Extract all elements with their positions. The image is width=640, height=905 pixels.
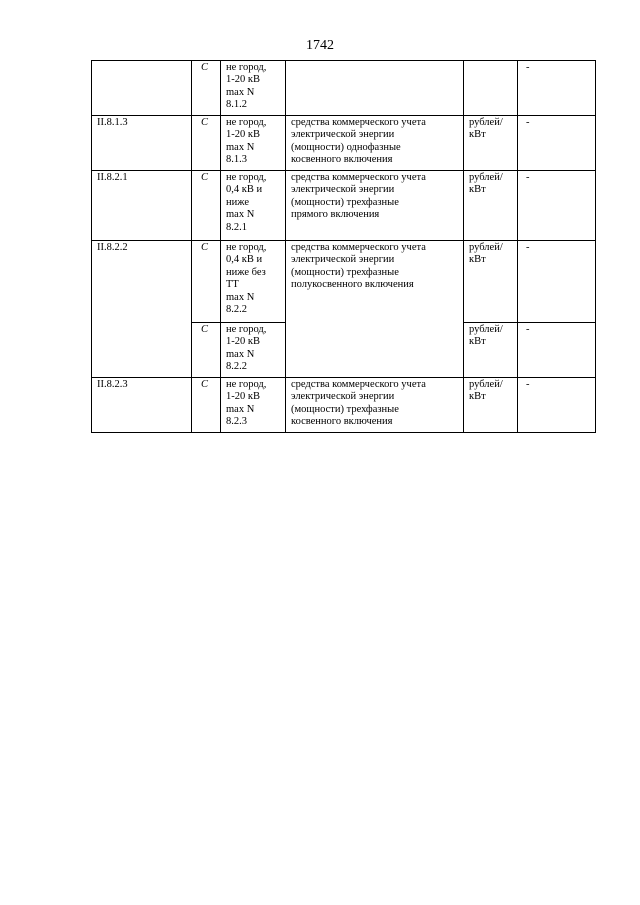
condition-line: 1-20 кВ	[226, 74, 260, 86]
description-line: (мощности) трехфазные	[291, 196, 399, 208]
condition-line: 1-20 кВ	[226, 391, 260, 403]
value-cell: -	[518, 323, 596, 378]
description-line: средства коммерческого учета	[291, 117, 426, 128]
value-cell: -	[518, 378, 596, 433]
value-cell: -	[518, 241, 596, 323]
description-line: электрической энергии	[291, 254, 395, 266]
table-row	[92, 61, 596, 116]
description-cell	[286, 378, 464, 433]
condition-cell	[221, 241, 286, 323]
value-cell: -	[518, 171, 596, 241]
unit-line: кВт	[469, 254, 486, 266]
condition-line: 0,4 кВ и	[226, 184, 263, 196]
description-line: косвенного включения	[291, 154, 393, 166]
unit-line: рублей/	[469, 324, 503, 335]
unit-line: кВт	[469, 184, 486, 196]
category-cell: С	[192, 61, 221, 116]
condition-line: 1-20 кВ	[226, 129, 260, 141]
unit-line: рублей/	[469, 172, 503, 183]
value-cell: -	[518, 61, 596, 116]
condition-line: 8.2.2	[226, 361, 247, 373]
description-line: электрической энергии	[291, 129, 395, 141]
description-line: (мощности) трехфазные	[291, 403, 399, 415]
unit-line: кВт	[469, 391, 486, 403]
condition-cell	[221, 323, 286, 378]
condition-line: 1-20 кВ	[226, 336, 260, 348]
description-line: электрической энергии	[291, 184, 395, 196]
value-cell: -	[518, 116, 596, 171]
condition-line: 8.2.3	[226, 416, 247, 428]
condition-line: не город,	[226, 172, 267, 183]
code-cell	[92, 61, 192, 116]
table-row	[92, 116, 596, 171]
condition-line: не город,	[226, 379, 267, 390]
condition-line: max N	[226, 141, 255, 153]
description-cell	[286, 171, 464, 241]
unit-cell	[464, 323, 518, 378]
condition-line: 0,4 кВ и	[226, 254, 263, 266]
condition-line: ниже	[226, 196, 250, 208]
tariff-table	[91, 60, 596, 433]
condition-line: ниже без	[226, 266, 266, 278]
description-line: косвенного включения	[291, 416, 393, 428]
condition-line: 8.1.3	[226, 154, 247, 166]
condition-cell	[221, 171, 286, 241]
condition-line: не город,	[226, 62, 267, 73]
description-line: полукосвенного включения	[291, 279, 414, 291]
condition-line: 8.1.2	[226, 99, 247, 111]
condition-cell	[221, 61, 286, 116]
code-cell: II.8.1.3	[92, 116, 192, 171]
unit-cell	[464, 171, 518, 241]
description-cell	[286, 61, 464, 116]
condition-line: не город,	[226, 324, 267, 335]
condition-line: max N	[226, 291, 255, 303]
condition-line: не город,	[226, 242, 267, 253]
code-cell: II.8.2.1	[92, 171, 192, 241]
category-cell: С	[192, 116, 221, 171]
condition-cell	[221, 116, 286, 171]
category-cell: С	[192, 241, 221, 323]
code-cell: II.8.2.3	[92, 378, 192, 433]
page-number: 1742	[306, 38, 334, 53]
unit-line: рублей/	[469, 242, 503, 253]
table-row	[92, 171, 596, 241]
condition-line: 8.2.2	[226, 304, 247, 316]
unit-line: кВт	[469, 336, 486, 348]
unit-line: кВт	[469, 129, 486, 141]
table-row	[92, 378, 596, 433]
description-line: электрической энергии	[291, 391, 395, 403]
description-line: средства коммерческого учета	[291, 242, 426, 253]
description-line: прямого включения	[291, 209, 380, 221]
condition-line: не город,	[226, 117, 267, 128]
unit-cell	[464, 241, 518, 323]
table-row	[92, 241, 596, 323]
condition-cell	[221, 378, 286, 433]
condition-line: ТТ	[226, 279, 239, 291]
description-cell	[286, 241, 464, 378]
category-cell: С	[192, 323, 221, 378]
condition-line: max N	[226, 348, 255, 360]
description-line: (мощности) трехфазные	[291, 266, 399, 278]
code-cell: II.8.2.2	[92, 241, 192, 378]
unit-line: рублей/	[469, 379, 503, 390]
unit-cell	[464, 61, 518, 116]
description-line: (мощности) однофазные	[291, 141, 401, 153]
description-line: средства коммерческого учета	[291, 379, 426, 390]
unit-cell	[464, 378, 518, 433]
condition-line: 8.2.1	[226, 221, 247, 233]
unit-line: рублей/	[469, 117, 503, 128]
condition-line: max N	[226, 403, 255, 415]
category-cell: С	[192, 378, 221, 433]
description-cell	[286, 116, 464, 171]
condition-line: max N	[226, 209, 255, 221]
description-line: средства коммерческого учета	[291, 172, 426, 183]
unit-cell	[464, 116, 518, 171]
category-cell: С	[192, 171, 221, 241]
condition-line: max N	[226, 86, 255, 98]
